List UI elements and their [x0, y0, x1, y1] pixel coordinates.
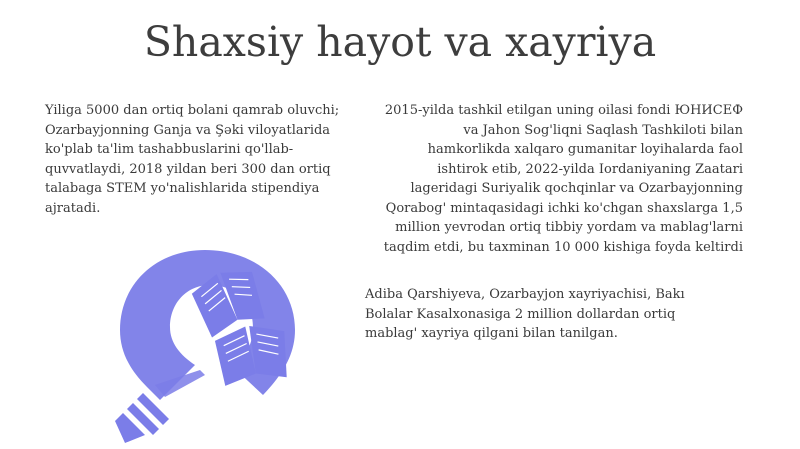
education-paragraph: Yiliga 5000 dan ortiq bolani qamrab oluvchi; Ozarbayjonning Ganja va Şəki viloyatlarida ko'plab ta'lim tashabbuslarini qo'llab-quvvatlaydi, 2018 yildan beri 300 dan ortiq talabaga STEM yo'nalishlarida stipendiya ajratadi. [45, 103, 340, 216]
foundation-paragraph: 2015-yilda tashkil etilgan uning oilasi fondi ЮНИСЕФ va Jahon Sog'liqni Saqlash Tashkiloti bilan hamkorlikda xalqaro gumanitar loyihalarda faol ishtirok etib, 2022-yilda Iordaniyaning Zaatari lageridagi Suriyalik qochqinlar va Ozarbayjonning Qorabog' mintaqasidagi ichki ko'chgan shaxslarga 1,5 million yevrodan ortiq tibbiy yordam va mablag'larni taqdim etdi, bu taxminan 10 000 kishiga foyda keltirdi [383, 103, 743, 255]
slide-title: Shaxsiy hayot va xayriya [143, 18, 657, 66]
lightbulb-with-books-icon [85, 245, 315, 445]
philanthropist-paragraph: Adiba Qarshiyeva, Ozarbayjon xayriyachisi, Bakı Bolalar Kasalxonasiga 2 million dollardan ortiq mablag' xayriya qilgani bilan tanilgan. [365, 287, 685, 341]
